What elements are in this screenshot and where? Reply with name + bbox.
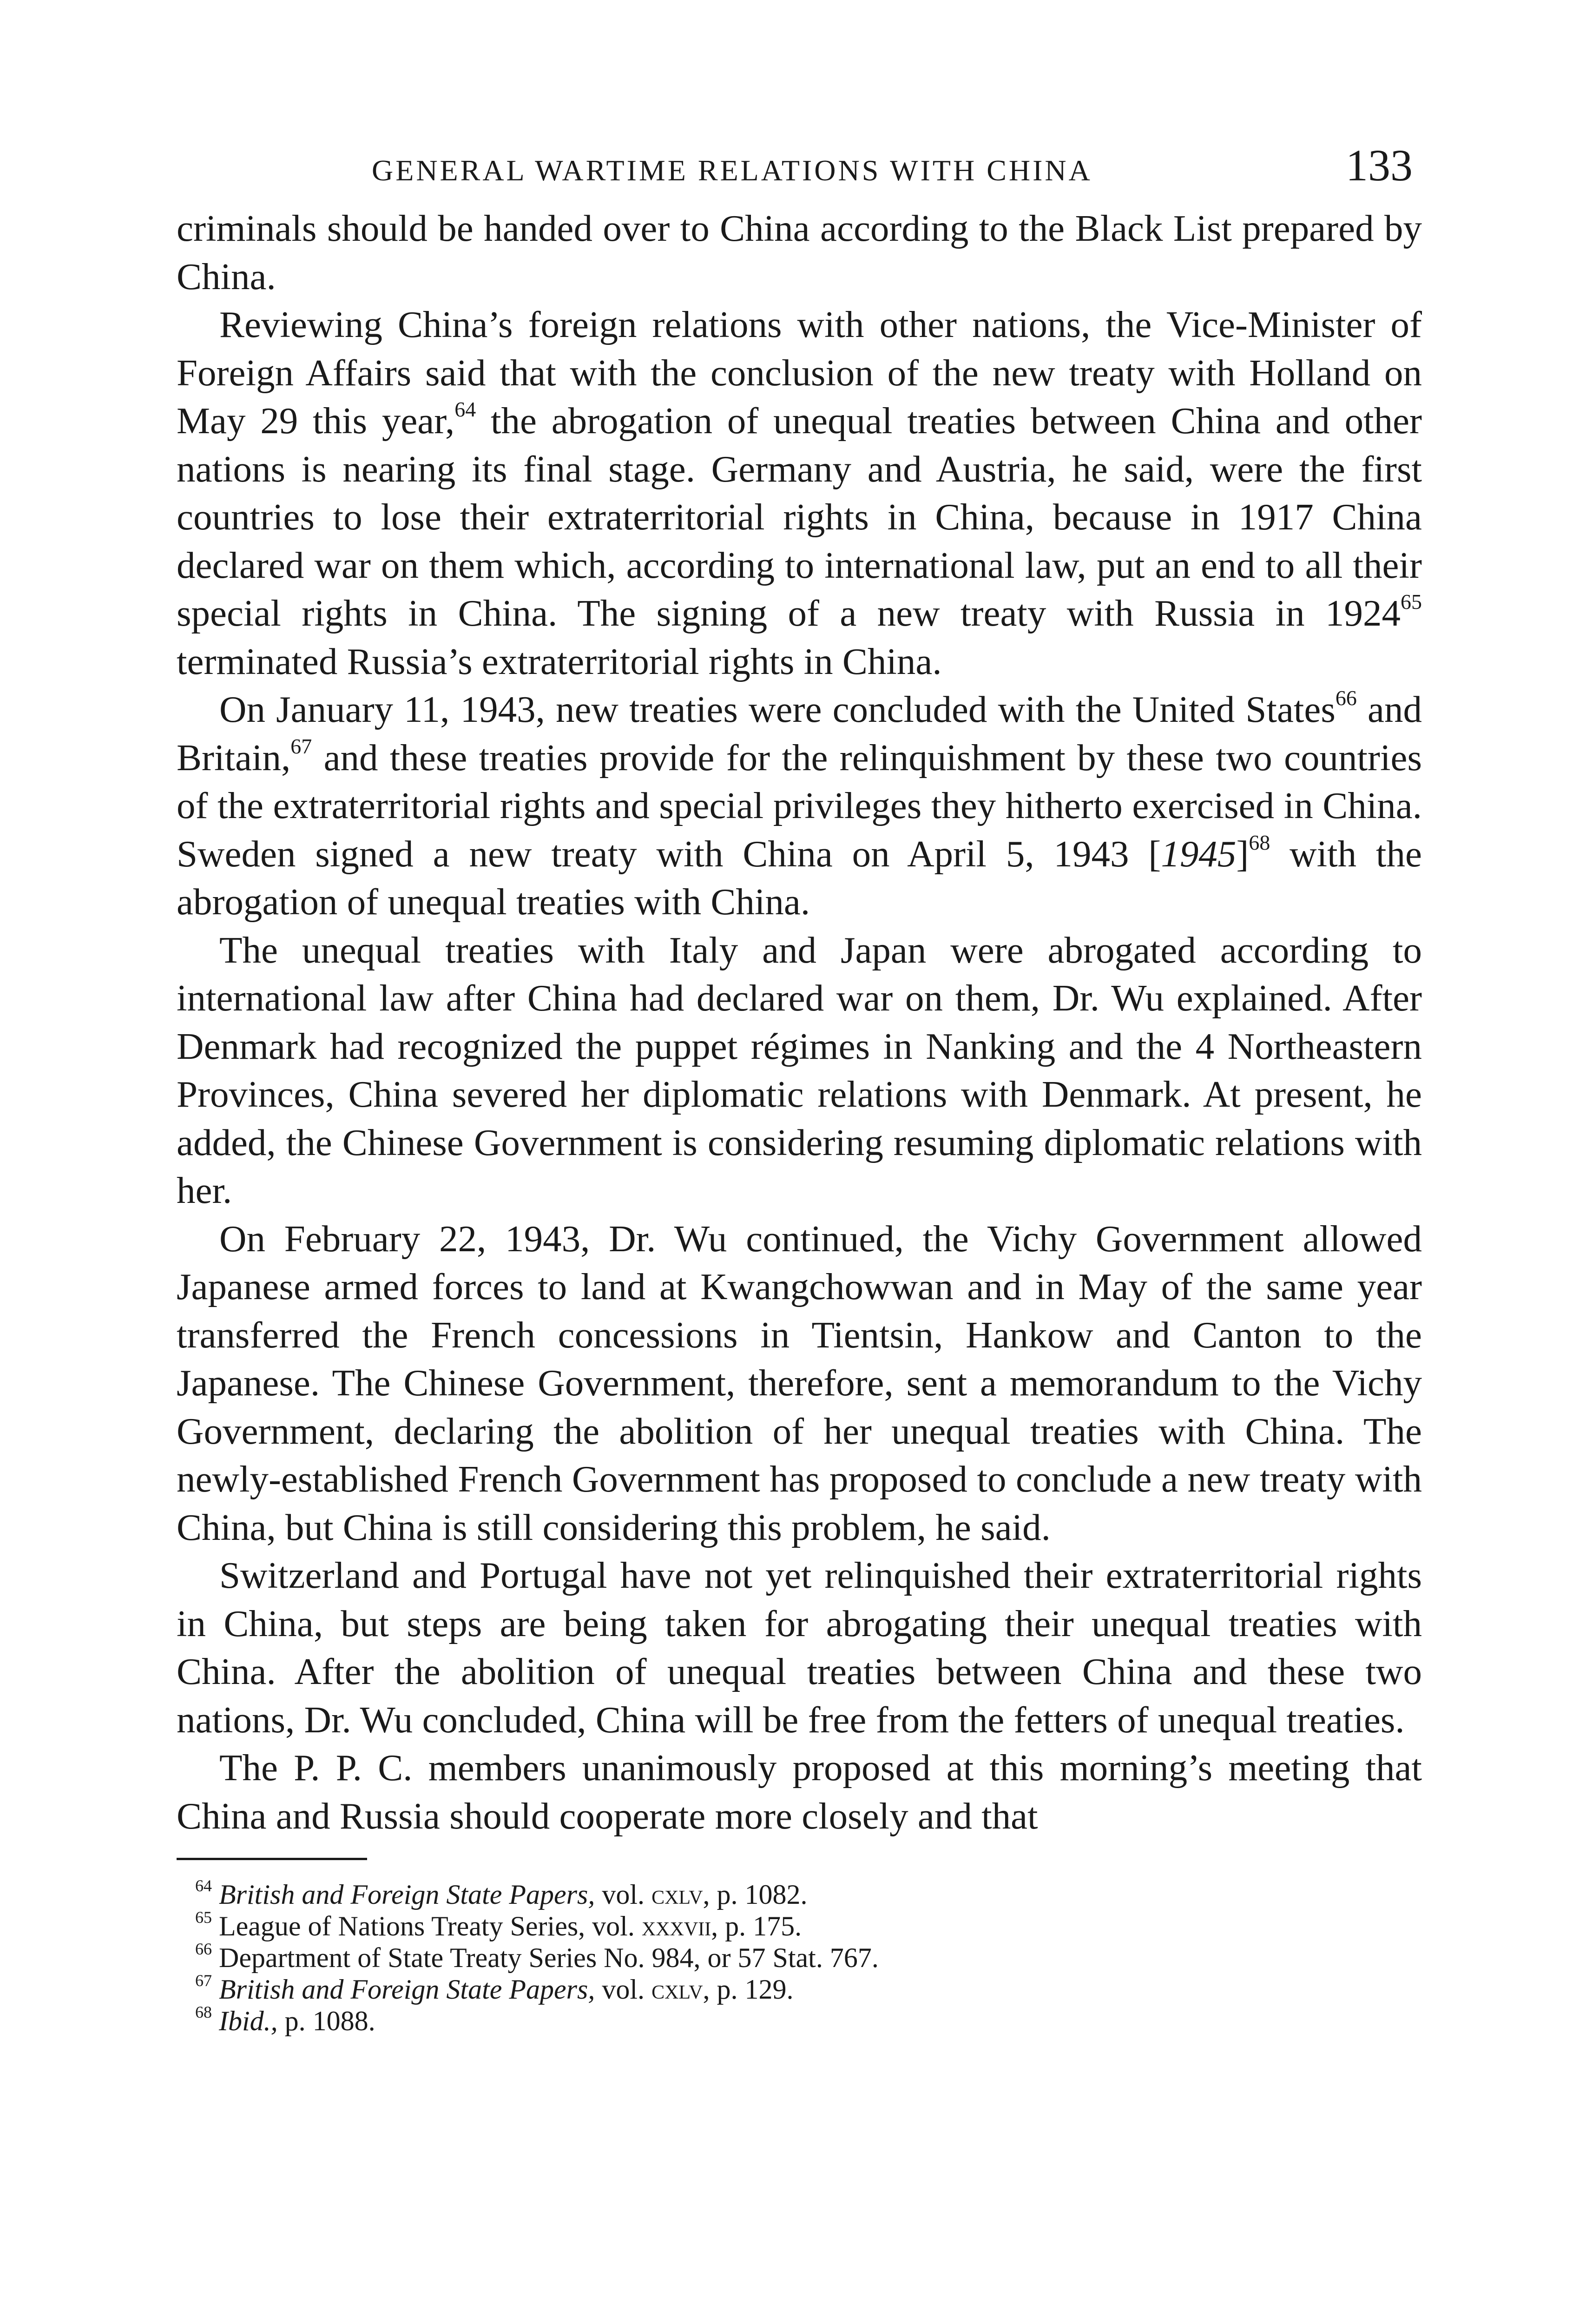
paragraph-switzerland-portugal: Switzerland and Portugal have not yet relinquished their extraterritorial rights in China, but steps are being taken for abrogating their unequal treaties with China. After the abolition of unequal treaties between China and these two nations, Dr. Wu concluded, China will be free from the fetters of unequal treaties. [177,1554,1422,1741]
footnote-ref: 66 [1335,686,1357,710]
footnote-number: 67 [195,1971,212,1990]
footnote-68 [195,2005,1422,2037]
footnote-66 [195,1942,1422,1974]
text-span: and these treaties provide for the relinquishment by these two countries of the extraterritorial rights and special privileges they hitherto exercised in China. Sweden signed a new treaty with China on April 5, 1943 [ [177,736,1422,875]
text-span: terminated Russia’s extraterritorial rights in China. [177,640,942,682]
italic-correction: 1945 [1161,832,1237,875]
footnote-smallcaps: cxlv [651,1974,703,2005]
text-span: On January 11, 1943, new treaties were concluded with the United States [219,688,1336,730]
footnote-italic: British and Foreign State Papers, [219,1879,595,1910]
paragraph-vichy: On February 22, 1943, Dr. Wu continued, the Vichy Government allowed Japanese armed forces to land at Kwangchowwan and in May of the same year transferred the French concessions in Tientsin, Hankow and Canton to the Japanese. The Chinese Government, therefore, sent a memorandum to the Vichy Government, declaring the abolition of her unequal treaties with China. The newly-established French Government has proposed to conclude a new treaty with China, but China is still considering this problem, he said. [177,1217,1422,1548]
text-span: ] [1236,832,1249,875]
text-span: Reviewing China’s foreign relations with other nations, the Vice-Minister of Foreign Affairs said that with the conclusion of the new treaty with Holland on May 29 this year, [177,304,1422,442]
footnote-number: 64 [195,1876,212,1895]
footnotes [177,1876,1422,2037]
paragraph-foreign-relations [177,301,1422,686]
book-page [177,139,1422,2037]
footnote-text: vol. [595,1974,652,2005]
footnote-number: 66 [195,1940,212,1958]
text-span: and Britain, [177,688,1422,779]
footnote-ref: 65 [1401,590,1422,614]
footnote-ref: 68 [1249,830,1270,854]
footnote-rule [177,1858,367,1860]
body-text [177,205,1422,1840]
running-head [177,139,1422,205]
footnote-text: League of Nations Treaty Series, vol. [219,1911,642,1941]
footnote-smallcaps: cxlv [651,1879,703,1910]
footnote-text: Department of State Treaty Series No. 984, or 57 Stat. 767. [219,1942,879,1973]
footnote-smallcaps: xxxvii [641,1911,711,1941]
footnote-67 [195,1971,1422,2005]
footnote-text: p. 1088. [277,2006,375,2036]
footnote-text: vol. [595,1879,652,1910]
footnote-65 [195,1910,1422,1942]
footnote-italic: British and Foreign State Papers, [219,1974,595,2005]
footnote-ref: 67 [290,734,312,758]
footnote-ref: 64 [454,397,476,421]
text-span: the abrogation of unequal treaties between China and other nations is nearing its final stage. Germany and Austria, he said, were the first countries to lose their extraterritorial rights in China, because in 1917 China declared war on them which, according to international law, put an end to all their special rights in China. The signing of a new treaty with Russia in 1924 [177,400,1422,634]
paragraph-ppc: The P. P. C. members unanimously proposed at this morning’s meeting that China and Russia should cooperate more closely and that [177,1747,1422,1837]
footnote-number: 65 [195,1908,212,1927]
text-span: with the abrogation of unequal treaties with China. [177,832,1422,923]
paragraph-new-treaties [177,686,1422,926]
paragraph-italy-japan: The unequal treaties with Italy and Japan were abrogated according to international law after China had declared war on them, Dr. Wu explained. After Denmark had recognized the puppet régimes in Nanking and the 4 Northeastern Provinces, China severed her diplomatic relations with Denmark. At present, he added, the Chinese Government is considering resuming diplomatic relations with her. [177,929,1422,1211]
footnote-text: , p. 175. [711,1911,802,1941]
footnote-64 [195,1876,1422,1910]
paragraph-continuation: criminals should be handed over to China according to the Black List prepared by China. [177,207,1422,297]
page-number: 133 [1346,140,1413,190]
footnote-number: 68 [195,2003,212,2021]
footnote-text: , p. 129. [703,1974,794,2005]
footnote-text: , p. 1082. [703,1879,808,1910]
running-title: GENERAL WARTIME RELATIONS WITH CHINA [372,154,1092,187]
footnote-italic: Ibid., [219,2006,278,2036]
